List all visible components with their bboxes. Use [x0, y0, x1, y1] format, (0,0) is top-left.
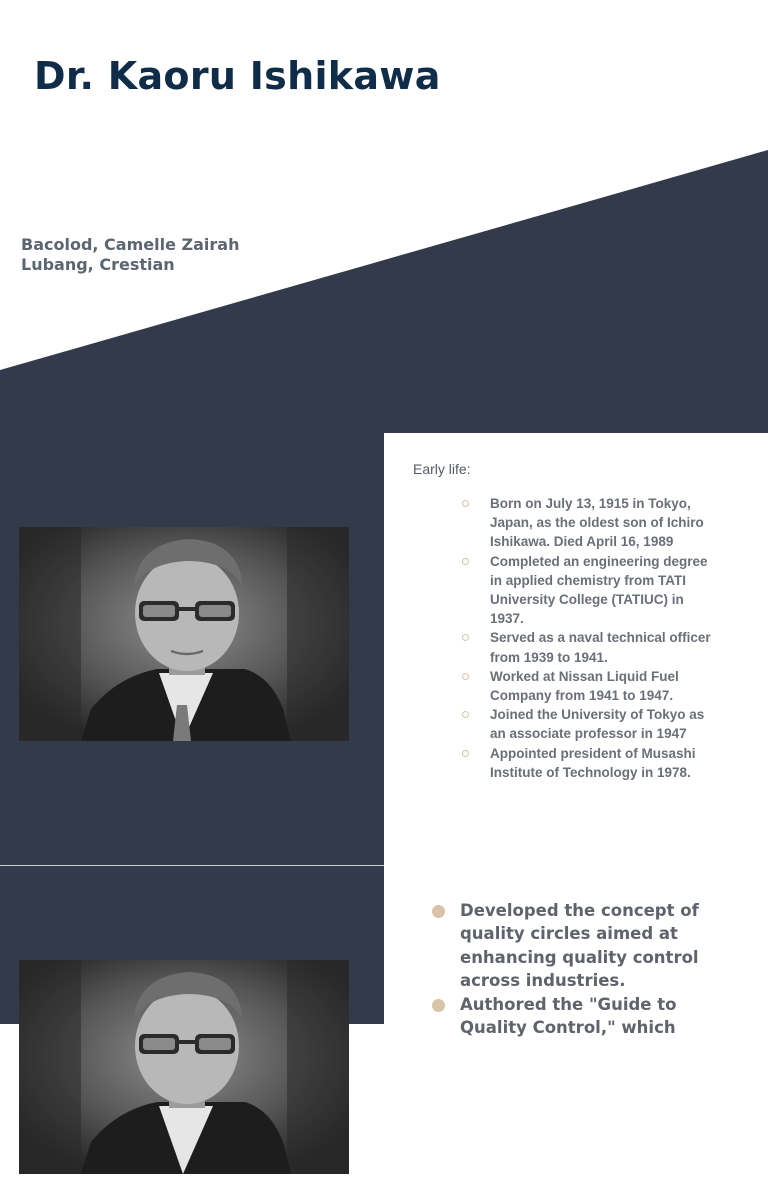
list-item	[432, 899, 712, 993]
circle-bullet-icon	[462, 500, 469, 507]
section-label: Early life:	[413, 461, 471, 477]
list-item-text: Worked at Nissan Liquid Fuel Company from 1941 to 1947.	[490, 668, 679, 704]
circle-bullet-icon	[462, 673, 469, 680]
list-item	[462, 667, 712, 705]
early-life-slide	[0, 433, 768, 865]
list-item-text: Authored the "Guide to Quality Control," which	[460, 994, 677, 1038]
portrait-photo	[19, 960, 349, 1174]
early-life-list	[462, 494, 712, 782]
list-item-text: Completed an engineering degree in applied chemistry from TATI University College (TATIUC) in 1937.	[490, 553, 708, 627]
list-item	[462, 552, 712, 629]
portrait-photo-icon	[19, 527, 349, 741]
contributions-slide	[0, 866, 768, 1038]
early-life-panel	[384, 433, 768, 865]
list-item	[462, 494, 712, 552]
presentation-title: Dr. Kaoru Ishikawa	[34, 54, 441, 98]
circle-bullet-icon	[462, 711, 469, 718]
dot-bullet-icon	[432, 905, 445, 918]
list-item	[462, 628, 712, 666]
contributions-list	[432, 899, 712, 1039]
list-item-text: Appointed president of Musashi Institute of Technology in 1978.	[490, 745, 696, 780]
list-item-text: Born on July 13, 1915 in Tokyo, Japan, as the oldest son of Ichiro Ishikawa. Died April 16, 1989	[490, 496, 704, 550]
list-item-text: Served as a naval technical officer from 1939 to 1941.	[490, 630, 711, 665]
circle-bullet-icon	[462, 558, 469, 565]
title-slide	[0, 0, 768, 433]
portrait-photo-icon	[19, 960, 349, 1174]
author-name: Bacolod, Camelle Zairah	[21, 235, 240, 254]
author-name: Lubang, Crestian	[21, 255, 175, 274]
portrait-photo	[19, 527, 349, 741]
contributions-panel	[384, 866, 768, 1038]
authors-block	[21, 235, 239, 275]
circle-bullet-icon	[462, 634, 469, 641]
list-item	[462, 705, 712, 743]
dot-bullet-icon	[432, 999, 445, 1012]
list-item	[462, 744, 712, 782]
list-item-text: Joined the University of Tokyo as an associate professor in 1947	[490, 707, 705, 742]
list-item	[432, 993, 712, 1040]
circle-bullet-icon	[462, 750, 469, 757]
list-item-text: Developed the concept of quality circles aimed at enhancing quality control across industries.	[460, 901, 699, 991]
